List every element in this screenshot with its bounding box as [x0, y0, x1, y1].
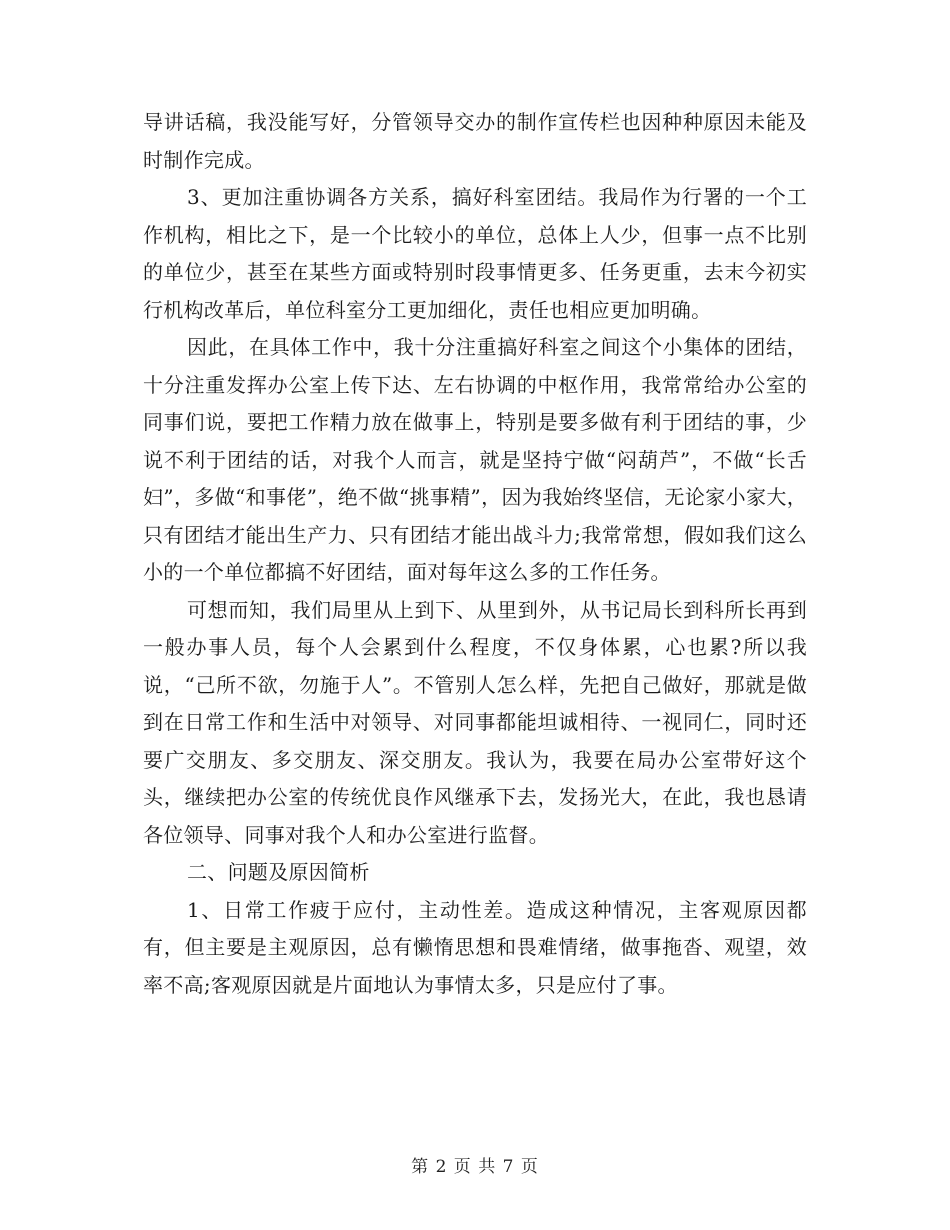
paragraph-consequence: 可想而知，我们局里从上到下、从里到外，从书记局长到科所长再到一般办事人员，每个人会累到什么程度，不仅身体累，心也累?所以我说，“己所不欲，勿施于人”。不管别人怎么样，先把自己做好，那就是做到在日常工作和生活中对领导、对同事都能坦诚相待、一视同仁，同时还要广交朋友、多交朋友、深交朋友。我认为，我要在局办公室带好这个头，继续把办公室的传统优良作风继承下去，发扬光大，在此，我也恳请各位领导、同事对我个人和办公室进行监督。	[143, 597, 807, 847]
paragraph-continuation: 导讲话稿，我没能写好，分管领导交办的制作宣传栏也因种种原因未能及时制作完成。	[143, 110, 807, 172]
paragraph-unity: 因此，在具体工作中，我十分注重搞好科室之间这个小集体的团结，十分注重发挥办公室上传下达、左右协调的中枢作用，我常常给办公室的同事们说，要把工作精力放在做事上，特别是要多做有利于团结的事，少说不利于团结的话，对我个人而言，就是坚持宁做“闷葫芦”，不做“长舌妇”，多做“和事佬”，绝不做“挑事精”，因为我始终坚信，无论家小家大，只有团结才能出生产力、只有团结才能出战斗力;我常常想，假如我们这么小的一个单位都搞不好团结，面对每年这么多的工作任务。	[143, 335, 807, 584]
document-body	[143, 104, 807, 1004]
paragraph-problem-one: 1、日常工作疲于应付，主动性差。造成这种情况，主客观原因都有，但主要是主观原因，总有懒惰思想和畏难情绪，做事拖沓、观望，效率不高;客观原因就是片面地认为事情太多，只是应付了事。	[143, 897, 807, 997]
page-number-footer: 第 2 页 共 7 页	[411, 1157, 539, 1177]
paragraph-coordination: 3、更加注重协调各方关系，搞好科室团结。我局作为行署的一个工作机构，相比之下，是一个比较小的单位，总体上人少，但事一点不比别的单位少，甚至在某些方面或特别时段事情更多、任务更重，去末今初实行机构改革后，单位科室分工更加细化，责任也相应更加明确。	[143, 185, 807, 322]
section-heading-problems: 二、问题及原因简析	[187, 860, 370, 884]
